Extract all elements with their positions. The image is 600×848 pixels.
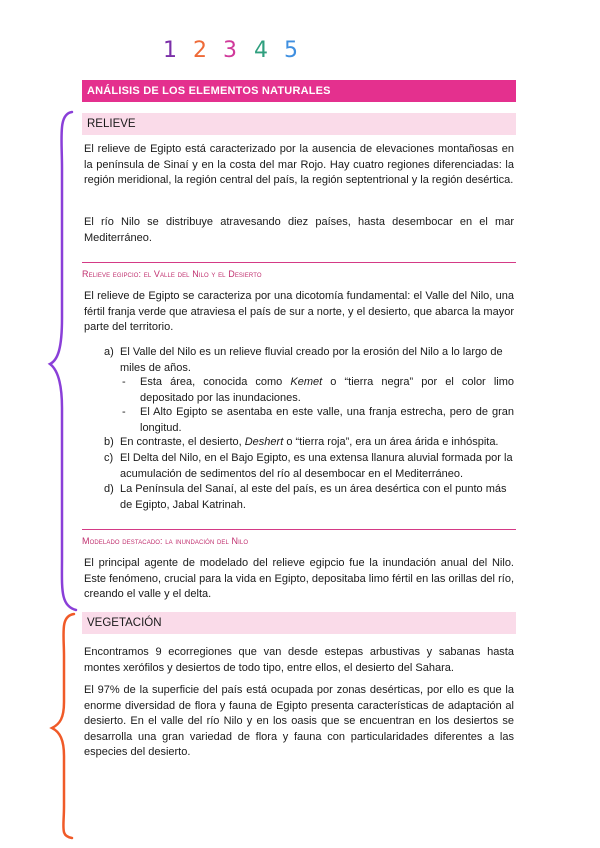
- list-marker: d): [104, 483, 114, 495]
- relieve-brace-icon: [46, 108, 80, 614]
- relieve-paragraph-1: El relieve de Egipto está caracterizado por la ausencia de elevaciones montañosas en la península de Sinaí y en la costa del mar Rojo. Hay cuatro regiones diferenciadas: la región meridional, la región central del país, la región septentrional y la región desértica.: [84, 143, 514, 186]
- list-item-text: El Delta del Nilo, en el Bajo Egipto, es una extensa llanura aluvial formada por la acumulación de sedimentos del río al desembocar en el Mediterráneo.: [120, 452, 513, 480]
- list-item-d: [104, 482, 514, 514]
- valle-desierto-intro: El relieve de Egipto se caracteriza por una dicotomía fundamental: el Valle del Nilo, una fértil franja verde que atraviesa el país de sur a norte, y el desierto, que abarca la mayor parte del territorio.: [84, 290, 514, 333]
- list-item-text: La Península del Sanaí, al este del país, es un área desértica con el punto más de Egipto, Jabal Katrinah.: [120, 483, 507, 511]
- handwritten-number-3: 3: [223, 38, 237, 63]
- sub-list-item-kemet: [122, 375, 514, 407]
- page-title: ANÁLISIS DE LOS ELEMENTOS NATURALES: [82, 80, 516, 102]
- handwritten-number-1: 1: [163, 38, 177, 63]
- dash-marker: -: [122, 406, 126, 418]
- vegetacion-paragraph-1: Encontramos 9 ecorregiones que van desde estepas arbustivas y sabanas hasta montes xerófilos y desiertos de todo tipo, entre ellos, el desierto del Sahara.: [84, 646, 514, 674]
- text-segment: En contraste, el desierto,: [120, 436, 245, 448]
- sub-list-item-text: [140, 375, 514, 406]
- text-segment: o “tierra roja”, era un área árida e inhóspita.: [283, 436, 499, 448]
- vegetacion-paragraph-2: El 97% de la superficie del país está ocupada por zonas desérticas, por ello es que la enorme diversidad de flora y fauna de Egipto presenta características de adaptación al desierto. En el valle del río Nilo y en los oasis que se encuentran en los desiertos se desarrolla una gran variedad de flora y fauna con particularidades diferentes a las especies del desierto.: [84, 684, 514, 758]
- inundacion-paragraph: El principal agente de modelado del relieve egipcio fue la inundación anual del Nilo. Este fenómeno, crucial para la vida en Egipto, depositaba limo fértil en las orillas del río, creando el valle y el delta.: [84, 557, 514, 600]
- handwritten-number-4: 4: [254, 38, 268, 63]
- list-item-c: [104, 451, 514, 483]
- dash-marker: -: [122, 376, 126, 388]
- emphasis-kemet: Kemet: [290, 376, 323, 388]
- list-item-a: [104, 345, 514, 377]
- list-item-text: El Valle del Nilo es un relieve fluvial creado por la erosión del Nilo a lo largo de miles de años.: [120, 346, 503, 374]
- text-segment: o “tierra negra” por el color limo depositado por las inundaciones.: [140, 376, 514, 404]
- section-header-vegetacion: VEGETACIÓN: [82, 612, 516, 634]
- handwritten-number-2: 2: [193, 38, 207, 63]
- relieve-paragraph-2: El río Nilo se distribuye atravesando diez países, hasta desembocar en el mar Mediterráneo.: [84, 216, 514, 244]
- sub-list-item-text: El Alto Egipto se asentaba en este valle, una franja estrecha, pero de gran longitud.: [140, 406, 514, 434]
- section-header-relieve: RELIEVE: [82, 113, 516, 135]
- list-marker: b): [104, 436, 114, 448]
- sub-list-item-alto-egipto: [122, 405, 514, 437]
- emphasis-deshert: Deshert: [244, 436, 284, 448]
- text-segment: Esta área, conocida como: [140, 376, 291, 388]
- list-item-b: [104, 435, 514, 451]
- subsection-header-inundacion: Modelado destacado: la inundación del Nilo: [82, 529, 516, 551]
- list-item-text: [120, 435, 514, 451]
- handwritten-number-5: 5: [284, 38, 298, 63]
- list-marker: c): [104, 452, 114, 464]
- subsection-header-valle-desierto: Relieve egipcio: el Valle del Nilo y el Desierto: [82, 262, 516, 284]
- list-marker: a): [104, 346, 114, 358]
- vegetacion-brace-icon: [46, 610, 80, 842]
